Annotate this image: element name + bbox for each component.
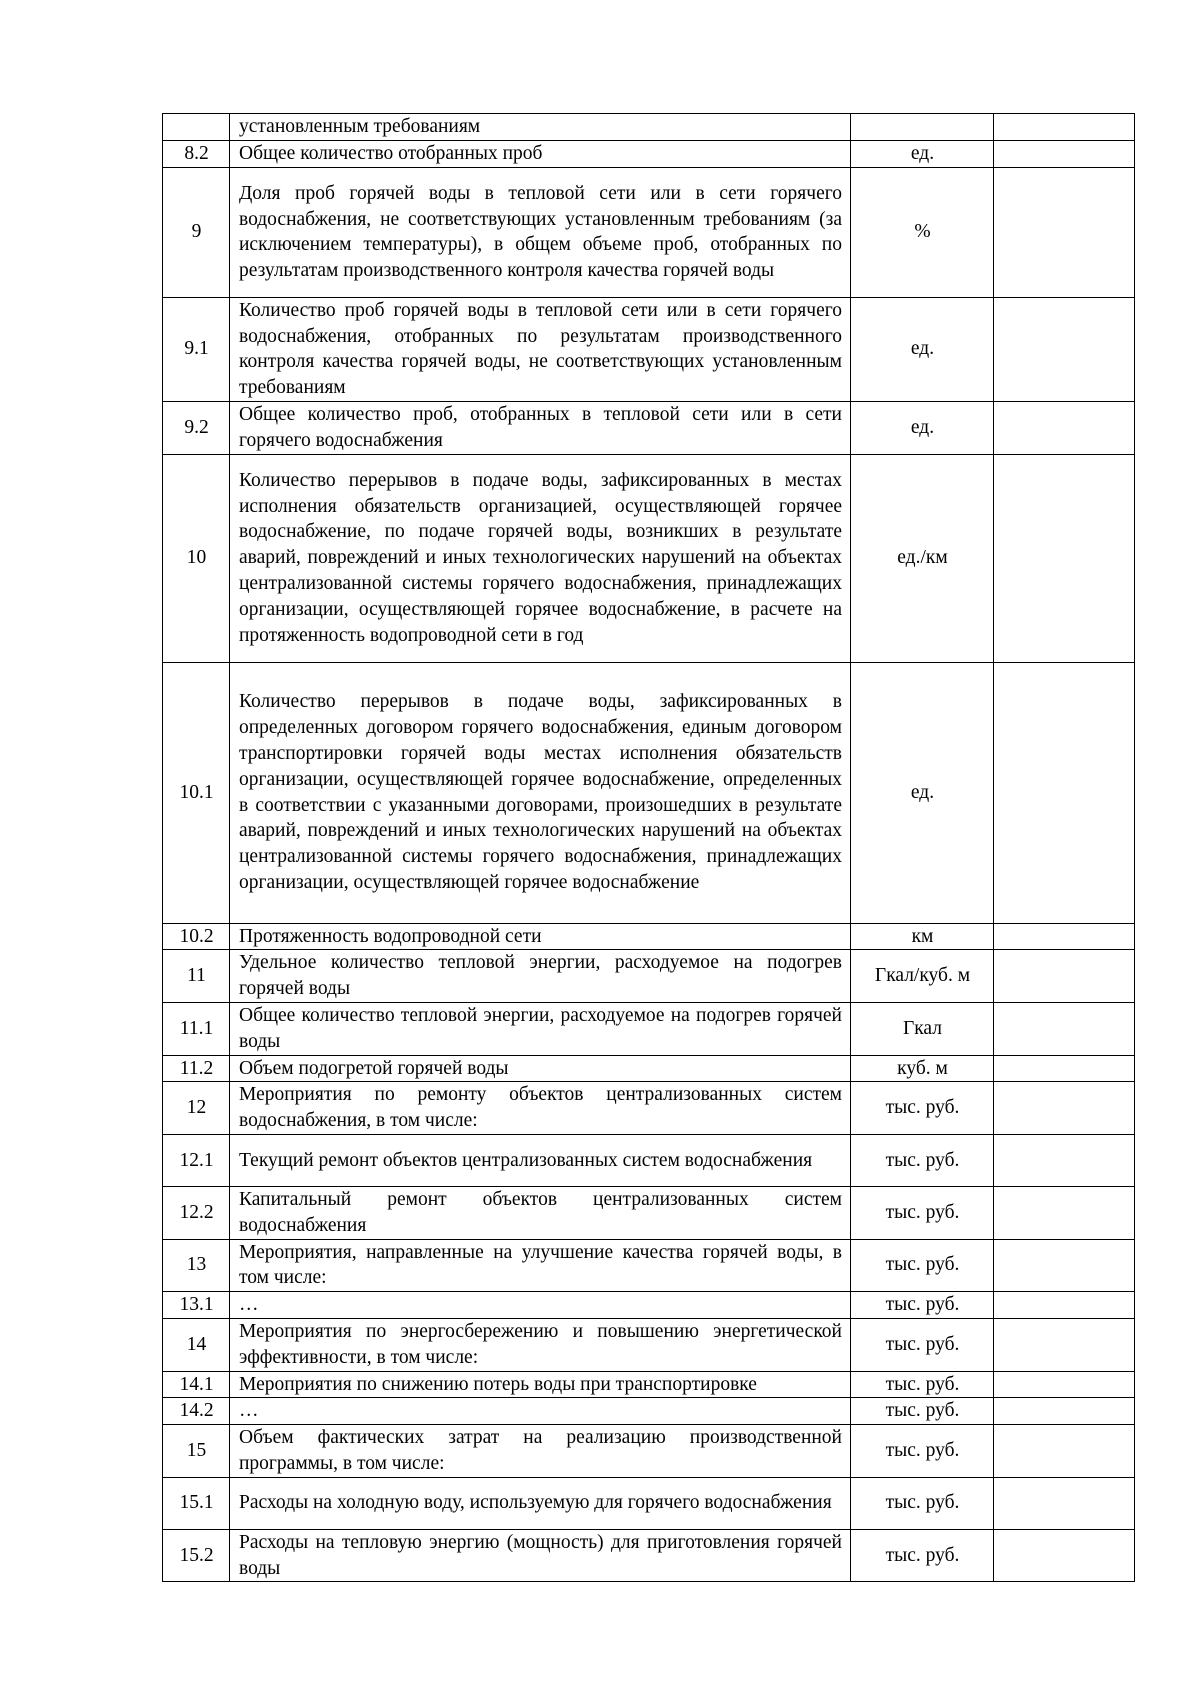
value-cell (994, 662, 1135, 923)
table-row (163, 923, 1135, 950)
value-cell (994, 141, 1135, 168)
indicator-name: Расходы на холодную воду, используемую для горячего водоснабжения (230, 1477, 851, 1529)
value-cell (994, 1371, 1135, 1398)
indicator-name: Протяженность водопроводной сети (230, 923, 851, 950)
indicator-name: Мероприятия по ремонту объектов централизованных систем водоснабжения, в том числе: (230, 1082, 851, 1135)
value-cell (994, 1134, 1135, 1186)
row-number: 11.2 (163, 1055, 230, 1082)
unit-of-measure: куб. м (851, 1055, 994, 1082)
row-number: 14.1 (163, 1371, 230, 1398)
indicators-table (162, 113, 1135, 1582)
table-row (163, 662, 1135, 923)
row-number: 13 (163, 1239, 230, 1292)
row-number: 15.2 (163, 1529, 230, 1582)
table-row (163, 1477, 1135, 1529)
value-cell (994, 923, 1135, 950)
table-row (163, 401, 1135, 454)
value-cell (994, 1186, 1135, 1239)
value-cell (994, 950, 1135, 1003)
indicator-name: Мероприятия по энергосбережению и повышению энергетической эффективности, в том числе: (230, 1318, 851, 1371)
unit-of-measure: тыс. руб. (851, 1529, 994, 1582)
indicator-name: Капитальный ремонт объектов централизованных систем водоснабжения (230, 1186, 851, 1239)
table-row (163, 1292, 1135, 1319)
table-row (163, 167, 1135, 297)
value-cell (994, 167, 1135, 297)
value-cell (994, 1055, 1135, 1082)
indicator-name: … (230, 1398, 851, 1425)
unit-of-measure: ед. (851, 297, 994, 401)
indicator-name: Объем фактических затрат на реализацию производственной программы, в том числе: (230, 1425, 851, 1478)
row-number: 14 (163, 1318, 230, 1371)
table-row (163, 1239, 1135, 1292)
unit-of-measure: тыс. руб. (851, 1318, 994, 1371)
value-cell (994, 1425, 1135, 1478)
row-number: 10.2 (163, 923, 230, 950)
indicator-name: Мероприятия, направленные на улучшение качества горячей воды, в том числе: (230, 1239, 851, 1292)
table-row (163, 1398, 1135, 1425)
table-row (163, 114, 1135, 141)
indicator-name: Общее количество отобранных проб (230, 141, 851, 168)
indicator-name: Текущий ремонт объектов централизованных систем водоснабжения (230, 1134, 851, 1186)
unit-of-measure: Гкал (851, 1002, 994, 1055)
unit-of-measure: Гкал/куб. м (851, 950, 994, 1003)
row-number: 9.1 (163, 297, 230, 401)
value-cell (994, 1292, 1135, 1319)
row-number: 15.1 (163, 1477, 230, 1529)
unit-of-measure: ед. (851, 662, 994, 923)
table-row (163, 1134, 1135, 1186)
row-number: 8.2 (163, 141, 230, 168)
row-number: 9 (163, 167, 230, 297)
unit-of-measure: тыс. руб. (851, 1082, 994, 1135)
unit-of-measure: тыс. руб. (851, 1425, 994, 1478)
value-cell (994, 454, 1135, 662)
unit-of-measure: тыс. руб. (851, 1292, 994, 1319)
table-row (163, 1318, 1135, 1371)
table-row (163, 1055, 1135, 1082)
row-number: 9.2 (163, 401, 230, 454)
row-number: 12 (163, 1082, 230, 1135)
table-row (163, 1425, 1135, 1478)
row-number: 10 (163, 454, 230, 662)
table-row (163, 454, 1135, 662)
indicator-name: Объем подогретой горячей воды (230, 1055, 851, 1082)
unit-of-measure: тыс. руб. (851, 1371, 994, 1398)
indicator-name: Мероприятия по снижению потерь воды при транспортировке (230, 1371, 851, 1398)
table-row (163, 1002, 1135, 1055)
value-cell (994, 114, 1135, 141)
table-row (163, 1371, 1135, 1398)
unit-of-measure: тыс. руб. (851, 1398, 994, 1425)
unit-of-measure: км (851, 923, 994, 950)
row-number: 13.1 (163, 1292, 230, 1319)
value-cell (994, 401, 1135, 454)
indicator-name: Количество перерывов в подаче воды, зафиксированных в местах исполнения обязательств организацией, осуществляющей горячее водоснабжение, по подаче горячей воды, возникших в результате аварий, повреждений и иных технологических нарушений на объектах централизованной системы горячего водоснабжения, принадлежащих организации, осуществляющей горячее водоснабжение, в расчете на протяженность водопроводной сети в год (230, 454, 851, 662)
value-cell (994, 1082, 1135, 1135)
row-number (163, 114, 230, 141)
value-cell (994, 1477, 1135, 1529)
value-cell (994, 1529, 1135, 1582)
table-row (163, 1186, 1135, 1239)
unit-of-measure: ед./км (851, 454, 994, 662)
unit-of-measure: тыс. руб. (851, 1239, 994, 1292)
row-number: 12.2 (163, 1186, 230, 1239)
indicator-name: установленным требованиям (230, 114, 851, 141)
unit-of-measure (851, 114, 994, 141)
indicator-name: Расходы на тепловую энергию (мощность) для приготовления горячей воды (230, 1529, 851, 1582)
value-cell (994, 1002, 1135, 1055)
table-row (163, 1529, 1135, 1582)
row-number: 11.1 (163, 1002, 230, 1055)
unit-of-measure: ед. (851, 141, 994, 168)
row-number: 15 (163, 1425, 230, 1478)
unit-of-measure: тыс. руб. (851, 1134, 994, 1186)
value-cell (994, 1318, 1135, 1371)
table-row (163, 141, 1135, 168)
indicator-name: Общее количество проб, отобранных в тепловой сети или в сети горячего водоснабжения (230, 401, 851, 454)
row-number: 12.1 (163, 1134, 230, 1186)
unit-of-measure: ед. (851, 401, 994, 454)
row-number: 14.2 (163, 1398, 230, 1425)
indicator-name: Доля проб горячей воды в тепловой сети или в сети горячего водоснабжения, не соответствующих установленным требованиям (за исключением температуры), в общем объеме проб, отобранных по результатам производственного контроля качества горячей воды (230, 167, 851, 297)
unit-of-measure: % (851, 167, 994, 297)
value-cell (994, 1239, 1135, 1292)
indicator-name: Удельное количество тепловой энергии, расходуемое на подогрев горячей воды (230, 950, 851, 1003)
table-row (163, 1082, 1135, 1135)
indicator-name: … (230, 1292, 851, 1319)
value-cell (994, 1398, 1135, 1425)
table-row (163, 297, 1135, 401)
row-number: 11 (163, 950, 230, 1003)
table-row (163, 950, 1135, 1003)
indicators-table-body (163, 114, 1135, 1582)
value-cell (994, 297, 1135, 401)
unit-of-measure: тыс. руб. (851, 1186, 994, 1239)
row-number: 10.1 (163, 662, 230, 923)
indicator-name: Общее количество тепловой энергии, расходуемое на подогрев горячей воды (230, 1002, 851, 1055)
unit-of-measure: тыс. руб. (851, 1477, 994, 1529)
indicator-name: Количество проб горячей воды в тепловой сети или в сети горячего водоснабжения, отобранных по результатам производственного контроля качества горячей воды, не соответствующих установленным требованиям (230, 297, 851, 401)
indicator-name: Количество перерывов в подаче воды, зафиксированных в определенных договором горячего водоснабжения, единым договором транспортировки горячей воды местах исполнения обязательств организации, осуществляющей горячее водоснабжение, определенных в соответствии с указанными договорами, произошедших в результате аварий, повреждений и иных технологических нарушений на объектах централизованной системы горячего водоснабжения, принадлежащих организации, осуществляющей горячее водоснабжение (230, 662, 851, 923)
